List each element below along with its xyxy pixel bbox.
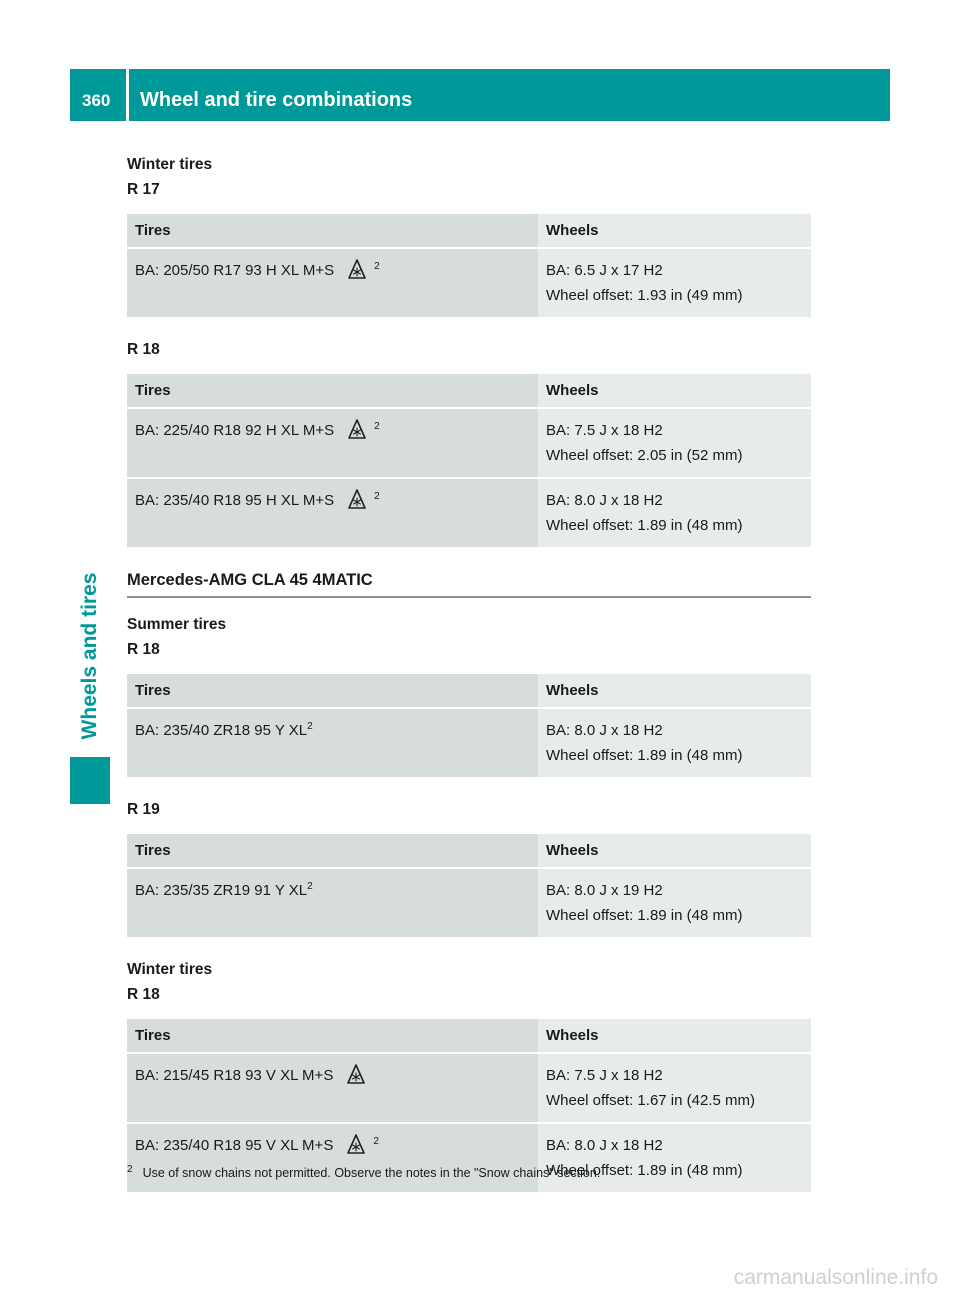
tire-cell (127, 708, 538, 777)
wheel-cell (538, 478, 811, 547)
wheel-spec: BA: 8.0 J x 18 H2 (546, 722, 663, 739)
model-section-title: Mercedes-AMG CLA 45 4MATIC (127, 571, 811, 598)
rim-size-label: R 18 (127, 641, 160, 658)
column-header-tires: Tires (127, 674, 538, 708)
table-row (127, 408, 811, 478)
footnote-reference: 2 (307, 721, 313, 732)
tire-cell (127, 408, 538, 478)
wheel-offset: Wheel offset: 1.89 in (48 mm) (546, 517, 743, 534)
table-row (127, 868, 811, 937)
page-title: Wheel and tire combinations (140, 89, 413, 111)
rim-size-label: R 19 (127, 801, 160, 818)
footnote-reference: 2 (373, 1136, 379, 1147)
column-header-tires: Tires (127, 834, 538, 868)
tire-spec: BA: 235/35 ZR19 91 Y XL (135, 882, 308, 899)
column-header-wheels: Wheels (538, 214, 811, 248)
snowflake-mountain-icon (347, 1064, 365, 1092)
table-header-row (127, 674, 811, 708)
wheel-spec: BA: 8.0 J x 19 H2 (546, 882, 663, 899)
table-header-row (127, 214, 811, 248)
wheel-cell (538, 408, 811, 478)
footnote-reference: 2 (374, 491, 380, 502)
rim-size-label: R 18 (127, 341, 160, 358)
tire-spec: BA: 235/40 R18 95 V XL M+S (135, 1137, 334, 1154)
table-row (127, 478, 811, 547)
header-divider (126, 69, 129, 121)
column-header-wheels: Wheels (538, 374, 811, 408)
tire-spec: BA: 225/40 R18 92 H XL M+S (135, 422, 335, 439)
footnote-text: Use of snow chains not permitted. Observe the notes in the "Snow chains" section. (142, 1166, 601, 1180)
table-header-row (127, 834, 811, 868)
wheel-cell (538, 1053, 811, 1123)
wheel-offset: Wheel offset: 1.93 in (49 mm) (546, 287, 743, 304)
section-heading-summer-tires: Summer tires (127, 616, 227, 633)
table-row (127, 1123, 811, 1192)
table-row (127, 1053, 811, 1123)
footnote-number: 2 (127, 1163, 133, 1175)
tire-spec: BA: 235/40 R18 95 H XL M+S (135, 492, 335, 509)
side-chapter-label: Wheels and tires (78, 572, 101, 740)
column-header-tires: Tires (127, 1019, 538, 1053)
wheel-cell (538, 708, 811, 777)
wheel-offset: Wheel offset: 1.67 in (42.5 mm) (546, 1092, 755, 1109)
column-header-tires: Tires (127, 374, 538, 408)
snowflake-mountain-icon (348, 259, 366, 287)
tire-table (127, 214, 811, 317)
tire-cell (127, 1123, 538, 1192)
column-header-wheels: Wheels (538, 834, 811, 868)
column-header-wheels: Wheels (538, 674, 811, 708)
wheel-cell (538, 1123, 811, 1192)
tire-table (127, 834, 811, 937)
wheel-cell (538, 868, 811, 937)
wheel-offset: Wheel offset: 1.89 in (48 mm) (546, 907, 743, 924)
wheel-cell (538, 248, 811, 317)
tire-cell (127, 478, 538, 547)
tire-spec: BA: 205/50 R17 93 H XL M+S (135, 262, 335, 279)
wheel-offset: Wheel offset: 1.89 in (48 mm) (546, 1162, 743, 1179)
section-heading-winter-tires: Winter tires (127, 156, 213, 173)
page-number: 360 (82, 91, 111, 110)
wheel-offset: Wheel offset: 1.89 in (48 mm) (546, 747, 743, 764)
wheel-spec: BA: 6.5 J x 17 H2 (546, 262, 663, 279)
column-header-tires: Tires (127, 214, 538, 248)
snowflake-mountain-icon (348, 419, 366, 447)
tire-spec: BA: 235/40 ZR18 95 Y XL (135, 722, 308, 739)
wheel-spec: BA: 7.5 J x 18 H2 (546, 1067, 663, 1084)
footnote (127, 1163, 601, 1180)
table-row (127, 248, 811, 317)
tire-cell (127, 248, 538, 317)
table-header-row (127, 374, 811, 408)
wheel-spec: BA: 8.0 J x 18 H2 (546, 1137, 663, 1154)
snowflake-mountain-icon (347, 1134, 365, 1162)
tire-table (127, 374, 811, 547)
tire-cell (127, 1053, 538, 1123)
column-header-wheels: Wheels (538, 1019, 811, 1053)
footnote-reference: 2 (374, 421, 380, 432)
watermark: carmanualsonline.info (733, 1266, 938, 1289)
side-chapter-tab (70, 561, 110, 751)
wheel-spec: BA: 7.5 J x 18 H2 (546, 422, 663, 439)
footnote-reference: 2 (374, 261, 380, 272)
table-row (127, 708, 811, 777)
rim-size-label: R 18 (127, 986, 160, 1003)
footnote-reference: 2 (307, 881, 313, 892)
rim-size-label: R 17 (127, 181, 160, 198)
page-header (70, 69, 890, 121)
section-heading-winter-tires: Winter tires (127, 961, 213, 978)
wheel-offset: Wheel offset: 2.05 in (52 mm) (546, 447, 743, 464)
side-chapter-marker (70, 757, 110, 804)
snowflake-mountain-icon (348, 489, 366, 517)
main-content (127, 152, 811, 1212)
tire-cell (127, 868, 538, 937)
tire-spec: BA: 215/45 R18 93 V XL M+S (135, 1067, 334, 1084)
wheel-spec: BA: 8.0 J x 18 H2 (546, 492, 663, 509)
tire-table (127, 674, 811, 777)
table-header-row (127, 1019, 811, 1053)
